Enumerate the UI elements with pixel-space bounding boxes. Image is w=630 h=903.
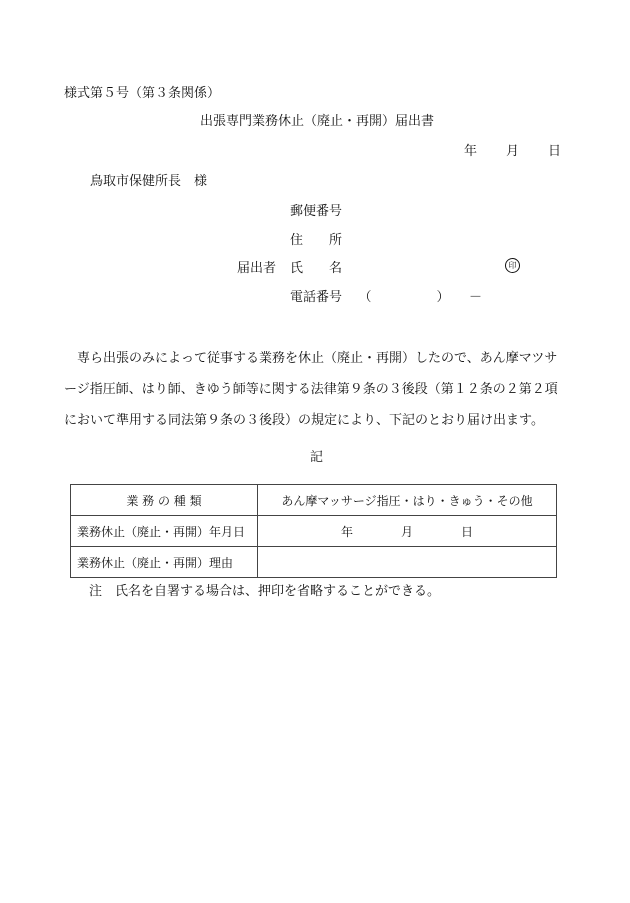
date-month-label: 月 [506,144,520,159]
notifier-label: 届出者 [237,261,277,276]
address-label: 住 所 [290,233,343,248]
suspension-date-value: 年 月 日 [258,516,557,547]
business-type-label: 業 務 の 種 類 [71,485,258,516]
suspension-reason-label: 業務休止（廃止・再開）理由 [71,547,258,578]
table-row [71,547,557,578]
document-title: 出張専門業務休止（廃止・再開）届出書 [200,114,435,129]
form-number: 様式第５号（第３条関係） [64,86,221,101]
date-line [464,140,561,159]
addressee: 鳥取市保健所長 様 [90,174,208,189]
body-paragraph: 専ら出張のみによって従事する業務を休止（廃止・再開）したので、あん摩マツサージ指圧師、はり師、きゆう師等に関する法律第９条の３後段（第１２条の２第２項において準用する同法第９条の３後段）の規定により、下記のとおり届け出ます。 [64,351,558,428]
note: 注 氏名を自署する場合は、押印を省略することができる。 [89,584,441,599]
suspension-reason-value [258,547,557,578]
postal-code-label: 郵便番号 [290,204,343,219]
detail-table [70,484,557,578]
phone-format: （ ） － [358,290,483,305]
date-day-label: 日 [548,144,562,159]
date-year-label: 年 [464,144,478,159]
table-row [71,516,557,547]
ki-heading: 記 [310,450,324,465]
suspension-date-label: 業務休止（廃止・再開）年月日 [71,516,258,547]
business-type-value: あん摩マッサージ指圧・はり・きゅう・その他 [258,485,557,516]
name-label: 氏 名 [290,261,343,276]
table-row [71,485,557,516]
phone-label: 電話番号 [290,290,343,305]
seal-icon: 印 [505,258,520,273]
phone-line [290,286,482,305]
